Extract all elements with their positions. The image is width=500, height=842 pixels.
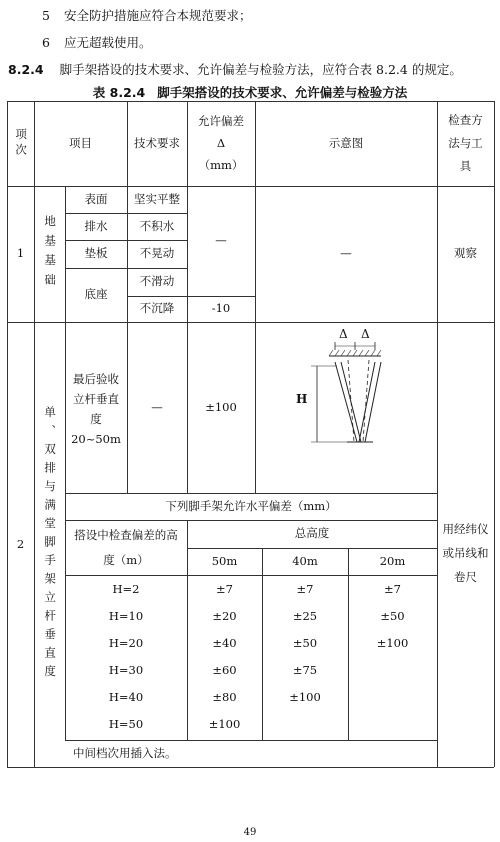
row2-col-20m: 20m xyxy=(379,553,406,568)
row2-final-check xyxy=(65,322,127,493)
row1-drain-req: 不积水 xyxy=(139,218,175,233)
row1-method: 观察 xyxy=(454,246,477,261)
list-number: 5 xyxy=(42,8,50,23)
row2-number: 2 xyxy=(16,536,25,551)
row1-surface-req: 坚实平整 xyxy=(134,191,180,206)
row2-col-50m: 50m xyxy=(211,553,238,568)
table-row-h20-50m: ±40 xyxy=(212,636,237,651)
row2-final-req: — xyxy=(151,399,163,414)
header-allowed-deviation-unit: （mm） xyxy=(198,158,244,173)
table-row-h20-20m: ±100 xyxy=(376,636,409,651)
table-row-h50-50m: ±100 xyxy=(208,717,241,732)
row1-base-req-settle: 不沉降 xyxy=(139,301,175,316)
row1-group: 地基基础 xyxy=(43,215,58,293)
table-row-h2-20m: ±7 xyxy=(384,582,401,597)
table-caption xyxy=(0,83,500,101)
table-caption-title: 脚手架搭设的技术要求、允许偏差与检验方法 xyxy=(157,85,408,100)
row1-surface: 表面 xyxy=(84,191,108,206)
list-item-5 xyxy=(42,6,252,24)
table-row-h2-50m: ±7 xyxy=(216,582,233,597)
row1-drain: 排水 xyxy=(84,218,108,233)
row1-number: 1 xyxy=(16,246,25,261)
table-row-h30-50m: ±60 xyxy=(212,663,237,678)
list-text: 应无超载使用。 xyxy=(64,35,152,50)
clause-number: 8.2.4 xyxy=(8,62,44,77)
diagram-label-delta-left: Δ xyxy=(339,327,348,341)
table-row-h10-20m: ±50 xyxy=(380,609,405,624)
row2-group: 单、双排与满堂脚手架立杆垂直度 xyxy=(43,405,58,684)
table-row-h30-label: H=30 xyxy=(108,663,144,678)
table-row-h10-label: H=10 xyxy=(108,609,144,624)
table-row-h30-40m: ±75 xyxy=(292,663,318,678)
header-allowed-deviation-label: 允许偏差 xyxy=(198,113,244,128)
header-item-no: 项次 xyxy=(14,128,29,159)
row1-pad: 垫板 xyxy=(84,246,108,261)
table-row-h10-50m: ±20 xyxy=(212,609,237,624)
table-row-h20-40m: ±50 xyxy=(292,636,318,651)
verticality-diagram xyxy=(255,322,437,493)
row1-pad-req: 不晃动 xyxy=(139,246,175,261)
table-row-h40-40m: ±100 xyxy=(289,690,321,705)
row1-base: 底座 xyxy=(84,287,108,302)
clause-text: 脚手架搭设的技术要求、允许偏差与检验方法，应符合表 8.2.4 的规定。 xyxy=(59,62,462,77)
row2-final-label: 最后验收立杆垂直度 xyxy=(73,371,119,426)
row2-total-height-header: 总高度 xyxy=(294,526,330,541)
verticality-diagram-drawing xyxy=(255,322,437,493)
header-diagram: 示意图 xyxy=(328,135,364,150)
row2-final-deviation: ±100 xyxy=(205,399,237,414)
row2-footnote: 中间档次用插入法。 xyxy=(73,745,177,760)
header-item: 项目 xyxy=(69,135,92,150)
clause-8-2-4 xyxy=(8,60,462,78)
table-row-h50-label: H=50 xyxy=(108,717,144,732)
table-row-h40-50m: ±80 xyxy=(212,690,237,705)
list-item-6 xyxy=(42,33,152,51)
diagram-label-h: H xyxy=(296,392,308,406)
table-caption-number: 表 8.2.4 xyxy=(92,85,146,100)
table-row-h2-40m: ±7 xyxy=(296,582,314,597)
row1-deviation-dash: — xyxy=(215,233,227,248)
row2-final-range: 20~50m xyxy=(71,432,121,447)
row2-col-40m: 40m xyxy=(292,553,318,568)
row1-base-req-slide: 不滑动 xyxy=(139,274,175,289)
header-tech-req: 技术要求 xyxy=(134,135,180,150)
table-row-h2-label: H=2 xyxy=(112,582,140,597)
header-method: 检查方法与工具 xyxy=(448,113,483,173)
diagram-label-delta-right: Δ xyxy=(361,327,370,341)
header-allowed-deviation-symbol: Δ xyxy=(216,135,226,150)
page-number: 49 xyxy=(243,827,257,838)
table-row-h40-label: H=40 xyxy=(108,690,144,705)
row1-base-deviation: -10 xyxy=(211,301,231,316)
row1-diagram-dash: — xyxy=(340,246,352,261)
row2-method: 用经纬仪或吊线和卷尺 xyxy=(442,521,489,585)
row2-check-height-header: 搭设中检查偏差的高度（m） xyxy=(74,528,178,567)
list-text: 安全防护措施应符合本规范要求； xyxy=(64,8,252,23)
header-allowed-deviation xyxy=(187,101,255,186)
row2-sub-header: 下列脚手架允许水平偏差（mm） xyxy=(165,498,337,513)
table-row-h10-40m: ±25 xyxy=(292,609,318,624)
list-number: 6 xyxy=(42,35,50,50)
table-row-h20-label: H=20 xyxy=(108,636,144,651)
